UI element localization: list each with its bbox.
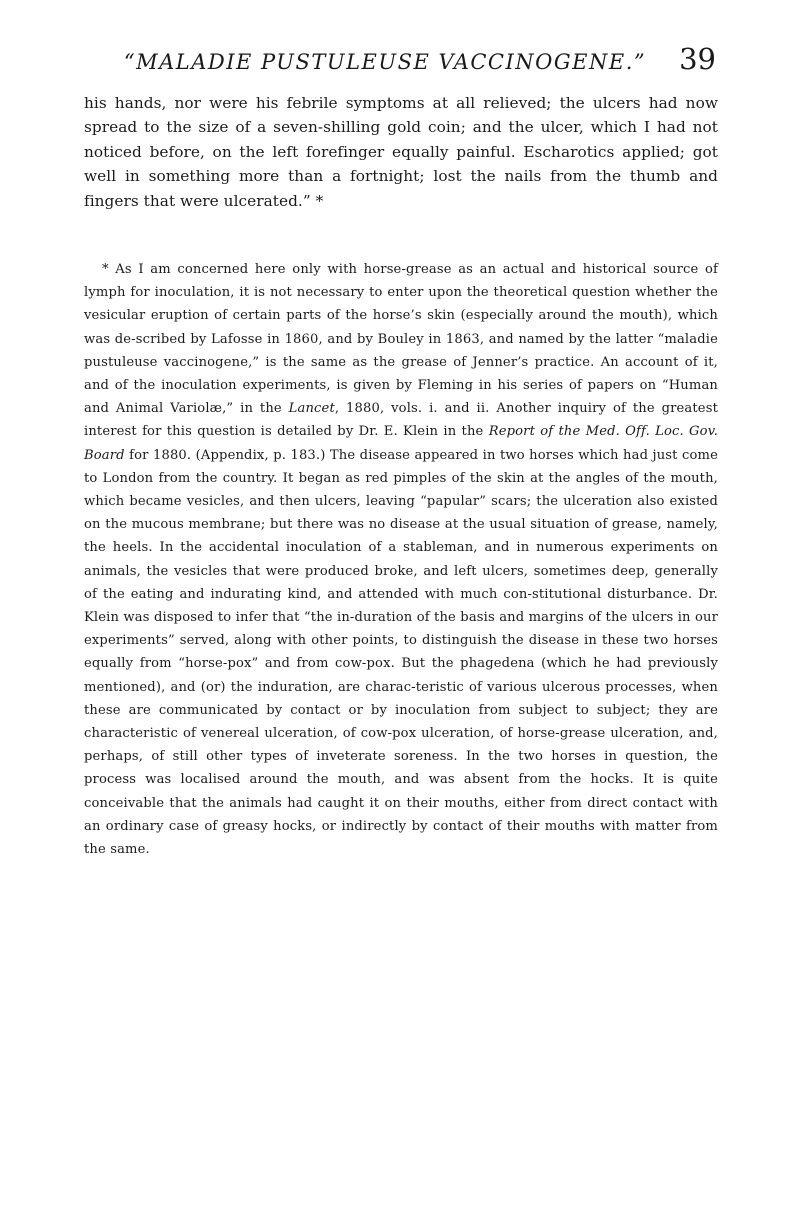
footnote-text-3: for 1880. (Appendix, p. 183.) The disease appeared in two horses which had just come to London from the country. It began as red pimples of the skin at the angles of the mouth, which became vesicles, and then ulcers, leaving “papular” scars; the ulceration also existed on the mucous membrane; but there was no disease at the usual situation of grease, namely, the heels. In the accidental inoculation of a stableman, and in numerous experiments on animals, the vesicles that were produced broke, and left ulcers, sometimes deep, generally of the eating and indurating kind, and attended with much con-stitutional disturbance. Dr. Klein was disposed to infer that “the in-duration of the basis and margins of the ulcers in our experiments” served, along with other points, to distinguish the disease in these two horses equally from “horse-pox” and from cow-pox. But the phagedena (which he had previously mentioned), and (or) the induration, are charac-teristic of various ulcerous processes, when these are communicated by contact or by inoculation from subject to subject; they are characteristic of venereal ulceration, of cow-pox ulceration, of horse-grease ulceration, and, perhaps, of still other types of inveterate soreness. In the two horses in question, the process was localised around the mouth, and was absent from the hocks. It is quite conceivable that the animals had caught it on their mouths, either from direct contact with an ordinary case of greasy hocks, or indirectly by contact of their mouths with matter from the same. bbox=[84, 447, 718, 858]
page-header bbox=[84, 42, 716, 82]
body-paragraph: his hands, nor were his febrile symptoms at all relieved; the ulcers had now spread to the size of a seven-shilling gold coin; and the ulcer, which I had not noticed before, on the left forefinger equally painful. Escharotics applied; got well in something more than a fortnight; lost the nails from the thumb and fingers that were ulcerated.” * bbox=[84, 94, 718, 210]
footnote-text-2: , 1880, vols. i. and ii. Another inquiry of the greatest interest for this question is detailed by Dr. E. Klein in the bbox=[84, 401, 718, 440]
running-title: “MALADIE PUSTULEUSE VACCINOGENE.” bbox=[123, 50, 647, 74]
footnote bbox=[84, 258, 718, 861]
journal-title-lancet: Lancet bbox=[288, 401, 335, 417]
report-title: Report of the Med. Off. Loc. Gov. Board bbox=[84, 424, 719, 463]
footnote-marker: * bbox=[102, 262, 116, 277]
footnote-text-1: As I am concerned here only with horse-grease as an actual and historical source of lymph for inoculation, it is not necessary to enter upon the theoretical question whether the vesicular eruption of certain parts of the horse’s skin (especially around the mouth), which was de-scribed by Lafosse in 1860, and by Bouley in 1863, and named by the latter “maladie pustuleuse vaccinogene,” is the same as the grease of Jenner’s practice. An account of it, and of the inoculation experiments, is given by Fleming in his series of papers on “Human and Animal Variolæ,” in the bbox=[84, 262, 718, 417]
page-number: 39 bbox=[679, 42, 716, 76]
